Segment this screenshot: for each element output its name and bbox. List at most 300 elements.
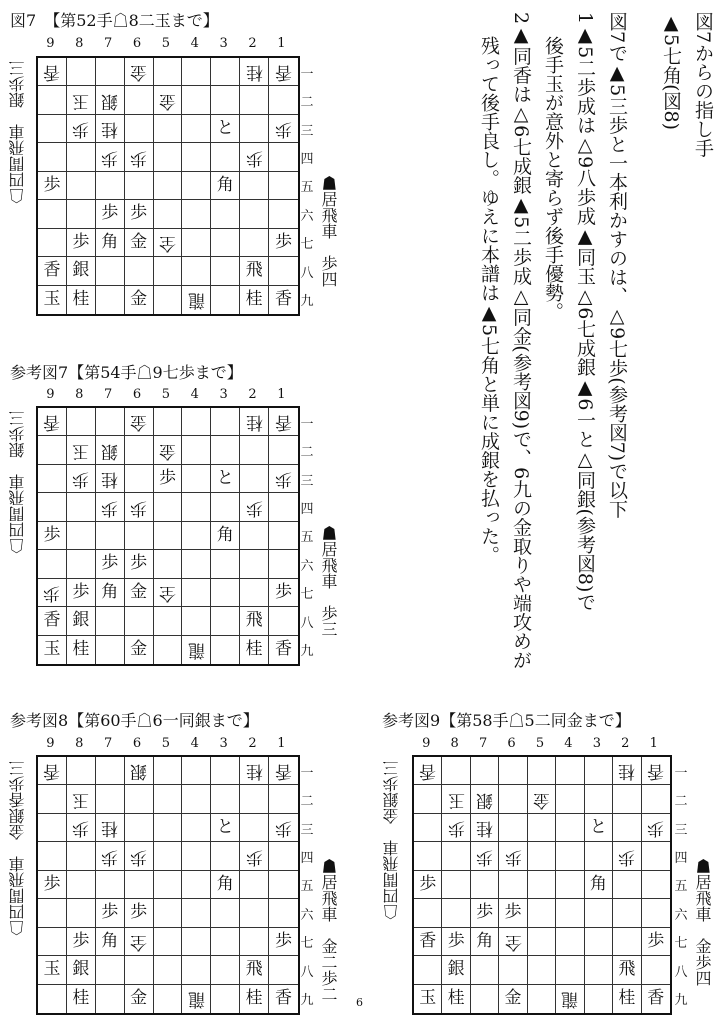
board-square <box>125 842 154 870</box>
board-square <box>269 550 298 578</box>
row-label: 二 <box>300 794 314 810</box>
board-square <box>67 115 96 143</box>
board-square <box>182 522 211 550</box>
board-square <box>240 115 269 143</box>
board-square <box>38 115 67 143</box>
column-label: 7 <box>478 736 488 751</box>
board-square <box>642 757 670 785</box>
board-square <box>240 757 269 785</box>
board-square <box>154 408 183 436</box>
board-square <box>125 257 154 285</box>
board-square <box>154 842 183 870</box>
board-square <box>499 928 527 956</box>
sente-piece: 桂 <box>72 988 90 1009</box>
board-square <box>269 229 298 257</box>
board-square <box>414 842 442 870</box>
board-square <box>67 899 96 927</box>
board-square <box>211 286 240 314</box>
row-label: 七 <box>674 936 688 952</box>
board-square <box>38 607 67 635</box>
board-square <box>442 956 470 984</box>
board-square <box>613 956 641 984</box>
board-square <box>38 956 67 984</box>
sente-piece: 歩 <box>72 231 90 252</box>
board-square <box>642 985 670 1013</box>
gote-piece: 歩 <box>43 582 61 603</box>
board-square <box>67 785 96 813</box>
gote-piece: 歩 <box>245 846 263 867</box>
row-label: 九 <box>300 294 314 310</box>
gote-hand: ☖四間飛車 金銀香歩三 <box>8 760 27 936</box>
column-label: 9 <box>46 736 55 751</box>
column-label: 5 <box>161 387 171 402</box>
text-line: 2▲同香は△6七成銀▲5二歩成△同金(参考図9)で、6九の金取りや端攻めが <box>510 12 532 670</box>
board-square <box>38 86 67 114</box>
board-square <box>240 465 269 493</box>
gote-piece: 歩 <box>275 818 293 839</box>
board-square <box>38 928 67 956</box>
board-square <box>182 172 211 200</box>
board-square <box>442 985 470 1013</box>
board-square <box>182 607 211 635</box>
sente-piece: 角 <box>216 174 234 195</box>
board-square <box>154 928 183 956</box>
column-label: 8 <box>75 736 84 751</box>
row-label: 二 <box>674 794 688 810</box>
board-square <box>211 814 240 842</box>
sente-hand: ☗居飛車 歩四 <box>319 175 338 287</box>
sente-piece: 香 <box>275 639 293 660</box>
sente-piece: 玉 <box>43 289 61 310</box>
board-square <box>67 956 96 984</box>
board-square <box>182 86 211 114</box>
sente-piece: 歩 <box>72 930 90 951</box>
board-square <box>125 550 154 578</box>
board-square <box>125 956 154 984</box>
board-square <box>182 899 211 927</box>
board-square <box>269 408 298 436</box>
board-square <box>154 143 183 171</box>
board-square <box>96 928 125 956</box>
board-square <box>38 286 67 314</box>
board-square <box>125 465 154 493</box>
column-label: 8 <box>75 36 84 51</box>
row-label: 一 <box>300 416 314 432</box>
gote-hand: ☖四間飛車 金銀歩三 <box>382 760 401 920</box>
gote-piece: 桂 <box>476 818 494 839</box>
board-square <box>269 985 298 1013</box>
gote-piece: 歩 <box>130 846 148 867</box>
board-square <box>211 757 240 785</box>
row-label: 八 <box>300 265 314 281</box>
board-square <box>67 607 96 635</box>
board-square <box>96 814 125 842</box>
board-square <box>556 871 584 899</box>
board-square <box>211 607 240 635</box>
board-square <box>154 956 183 984</box>
gote-piece: 全 <box>158 232 176 253</box>
board-square <box>96 899 125 927</box>
text-line: 図7からの指し手 <box>692 12 714 158</box>
column-labels <box>36 36 296 51</box>
board-square <box>125 408 154 436</box>
text-line: 残って後手良し。ゆえに本譜は▲5七角と単に成銀を払った。 <box>478 36 500 565</box>
gote-piece: 香 <box>419 761 437 782</box>
sente-piece: 角 <box>216 873 234 894</box>
board-square <box>67 493 96 521</box>
board-square <box>269 86 298 114</box>
board-square <box>125 172 154 200</box>
sente-piece: 歩 <box>275 930 293 951</box>
board-square <box>528 814 556 842</box>
row-label: 五 <box>300 879 314 895</box>
board-square <box>613 871 641 899</box>
gote-piece: 香 <box>647 761 665 782</box>
sente-piece: と <box>216 118 234 139</box>
board-square <box>38 522 67 550</box>
column-label: 8 <box>75 387 84 402</box>
board-square <box>442 814 470 842</box>
gote-piece: 歩 <box>101 497 119 518</box>
board-square <box>38 636 67 664</box>
gote-piece: 玉 <box>72 440 90 461</box>
board-square <box>269 928 298 956</box>
text-line: 図7で▲5三歩と一本利かすのは、△9七歩(参考図7)で以下 <box>606 12 628 519</box>
board-square <box>528 871 556 899</box>
board-square <box>96 785 125 813</box>
board-square <box>499 956 527 984</box>
board-square <box>96 522 125 550</box>
board-square <box>182 436 211 464</box>
board-square <box>96 200 125 228</box>
column-label: 4 <box>190 36 199 51</box>
shogi-board <box>36 755 300 1015</box>
board-square <box>182 579 211 607</box>
row-label: 一 <box>300 66 314 82</box>
column-label: 3 <box>219 387 228 402</box>
row-label: 六 <box>674 907 688 923</box>
row-labels <box>298 408 316 664</box>
column-label: 3 <box>219 736 228 751</box>
sente-piece: 桂 <box>72 639 90 660</box>
sente-piece: 歩 <box>476 902 494 923</box>
row-label: 五 <box>674 879 688 895</box>
board-square <box>269 842 298 870</box>
sente-piece: 銀 <box>72 260 90 281</box>
board-square <box>240 956 269 984</box>
sente-piece: と <box>216 817 234 838</box>
board-square <box>471 814 499 842</box>
row-label: 七 <box>300 936 314 952</box>
gote-piece: 歩 <box>72 469 90 490</box>
figure-caption: 参考図9【第58手☖5二同金まで】 <box>382 711 631 730</box>
board-square <box>38 172 67 200</box>
column-label: 9 <box>422 736 431 751</box>
board-square <box>38 871 67 899</box>
sente-piece: 歩 <box>101 203 119 224</box>
board-square <box>96 579 125 607</box>
board-square <box>67 286 96 314</box>
board-square <box>67 172 96 200</box>
board-square <box>499 814 527 842</box>
sente-piece: 角 <box>101 581 119 602</box>
board-square <box>240 257 269 285</box>
board-square <box>96 493 125 521</box>
sente-piece: と <box>589 817 607 838</box>
board-square <box>240 785 269 813</box>
board-square <box>38 985 67 1013</box>
board-square <box>154 86 183 114</box>
board-square <box>499 785 527 813</box>
shogi-board <box>412 755 672 1015</box>
board-square <box>182 257 211 285</box>
board-square <box>414 757 442 785</box>
gote-piece: 金 <box>158 440 176 461</box>
board-square <box>125 928 154 956</box>
sente-piece: 銀 <box>72 959 90 980</box>
board-square <box>67 229 96 257</box>
board-square <box>414 871 442 899</box>
board-square <box>613 757 641 785</box>
row-labels <box>672 757 690 1013</box>
column-label: 1 <box>649 736 658 751</box>
board-square <box>96 58 125 86</box>
sente-piece: 歩 <box>158 468 176 489</box>
board-square <box>96 86 125 114</box>
figure-caption: 図7 【第52手☖8二玉まで】 <box>10 11 219 30</box>
gote-piece: 龍 <box>561 989 579 1010</box>
row-label: 六 <box>300 907 314 923</box>
board-square <box>240 286 269 314</box>
board-square <box>414 785 442 813</box>
board-square <box>96 985 125 1013</box>
board-square <box>38 579 67 607</box>
board-square <box>125 985 154 1013</box>
gote-piece: 金 <box>532 789 550 810</box>
board-square <box>154 257 183 285</box>
gote-piece: 歩 <box>72 818 90 839</box>
gote-piece: 歩 <box>447 818 465 839</box>
board-square <box>125 436 154 464</box>
board-square <box>96 257 125 285</box>
gote-piece: 金 <box>130 62 148 83</box>
board-square <box>38 436 67 464</box>
board-square <box>585 956 613 984</box>
board-square <box>96 408 125 436</box>
board-square <box>125 58 154 86</box>
sente-piece: 角 <box>101 930 119 951</box>
board-square <box>240 86 269 114</box>
board-square <box>240 871 269 899</box>
text-line: ▲5七角(図8) <box>660 12 682 131</box>
gote-hand: ☖四間飛車 銀歩三 <box>8 410 27 554</box>
row-label: 二 <box>300 445 314 461</box>
gote-piece: 歩 <box>245 497 263 518</box>
board-square <box>96 143 125 171</box>
board-square <box>154 871 183 899</box>
gote-piece: 香 <box>43 62 61 83</box>
gote-piece: 歩 <box>476 846 494 867</box>
board-square <box>613 928 641 956</box>
sente-piece: 金 <box>130 988 148 1009</box>
board-square <box>613 814 641 842</box>
board-square <box>556 899 584 927</box>
board-square <box>471 871 499 899</box>
board-square <box>67 522 96 550</box>
sente-piece: 玉 <box>43 959 61 980</box>
board-square <box>642 928 670 956</box>
board-square <box>269 579 298 607</box>
row-label: 二 <box>300 95 314 111</box>
column-label: 6 <box>507 736 516 751</box>
board-square <box>211 579 240 607</box>
column-labels <box>412 736 668 751</box>
board-square <box>240 842 269 870</box>
column-labels <box>36 387 296 402</box>
row-label: 三 <box>300 123 314 139</box>
board-square <box>182 229 211 257</box>
row-label: 八 <box>300 615 314 631</box>
board-square <box>211 465 240 493</box>
board-square <box>269 871 298 899</box>
board-square <box>67 408 96 436</box>
board-square <box>67 842 96 870</box>
board-square <box>67 871 96 899</box>
column-label: 2 <box>621 736 630 751</box>
board-square <box>585 871 613 899</box>
sente-hand: ☗居飛車 歩三 <box>319 525 338 637</box>
sente-piece: 桂 <box>447 988 465 1009</box>
board-square <box>154 115 183 143</box>
board-square <box>414 985 442 1013</box>
board-square <box>211 143 240 171</box>
sente-piece: 歩 <box>43 524 61 545</box>
gote-piece: 玉 <box>72 90 90 111</box>
board-square <box>556 814 584 842</box>
sente-piece: 歩 <box>101 902 119 923</box>
board-square <box>471 928 499 956</box>
sente-piece: と <box>216 468 234 489</box>
column-label: 3 <box>592 736 601 751</box>
row-label: 九 <box>300 993 314 1009</box>
board-square <box>96 115 125 143</box>
board-square <box>471 985 499 1013</box>
gote-piece: 玉 <box>447 789 465 810</box>
board-square <box>96 550 125 578</box>
board-square <box>499 871 527 899</box>
column-label: 7 <box>104 36 113 51</box>
column-label: 4 <box>564 736 573 751</box>
sente-piece: 香 <box>647 988 665 1009</box>
board-square <box>585 785 613 813</box>
board-square <box>38 785 67 813</box>
board-square <box>211 493 240 521</box>
board-square <box>125 286 154 314</box>
board-square <box>125 757 154 785</box>
gote-piece: 全 <box>130 931 148 952</box>
board-square <box>67 814 96 842</box>
gote-piece: 玉 <box>72 789 90 810</box>
board-square <box>269 172 298 200</box>
sente-piece: 桂 <box>72 289 90 310</box>
board-square <box>211 172 240 200</box>
sente-piece: 歩 <box>130 553 148 574</box>
board-square <box>585 985 613 1013</box>
row-label: 五 <box>300 180 314 196</box>
board-square <box>240 579 269 607</box>
gote-piece: 龍 <box>187 290 205 311</box>
board-square <box>125 86 154 114</box>
board-square <box>38 899 67 927</box>
column-label: 3 <box>219 36 228 51</box>
board-square <box>556 985 584 1013</box>
board-square <box>67 928 96 956</box>
column-label: 9 <box>46 36 55 51</box>
board-square <box>96 871 125 899</box>
row-label: 一 <box>300 765 314 781</box>
board-square <box>499 842 527 870</box>
board-square <box>499 757 527 785</box>
board-square <box>125 200 154 228</box>
board-square <box>269 493 298 521</box>
sente-piece: 金 <box>130 581 148 602</box>
board-square <box>211 842 240 870</box>
column-label: 7 <box>104 736 113 751</box>
board-square <box>67 579 96 607</box>
sente-piece: 歩 <box>130 902 148 923</box>
board-square <box>499 899 527 927</box>
sente-piece: 歩 <box>43 873 61 894</box>
board-square <box>154 58 183 86</box>
row-label: 三 <box>300 473 314 489</box>
board-square <box>556 757 584 785</box>
board-square <box>269 607 298 635</box>
gote-piece: 歩 <box>647 818 665 839</box>
board-square <box>154 493 183 521</box>
gote-piece: 歩 <box>130 147 148 168</box>
column-label: 6 <box>132 736 142 751</box>
board-square <box>154 465 183 493</box>
board-square <box>240 229 269 257</box>
board-square <box>613 785 641 813</box>
board-square <box>414 928 442 956</box>
board-square <box>269 785 298 813</box>
board-square <box>67 143 96 171</box>
board-square <box>154 286 183 314</box>
board-square <box>125 579 154 607</box>
board-square <box>269 956 298 984</box>
board-square <box>182 286 211 314</box>
row-label: 三 <box>300 822 314 838</box>
gote-piece: 桂 <box>245 62 263 83</box>
board-square <box>528 899 556 927</box>
board-square <box>240 550 269 578</box>
board-square <box>585 842 613 870</box>
board-square <box>154 757 183 785</box>
board-square <box>125 785 154 813</box>
board-square <box>642 842 670 870</box>
board-square <box>96 842 125 870</box>
board-square <box>211 985 240 1013</box>
board-square <box>442 928 470 956</box>
board-square <box>211 58 240 86</box>
board-square <box>211 899 240 927</box>
sente-piece: 桂 <box>245 289 263 310</box>
gote-piece: 銀 <box>476 789 494 810</box>
board-square <box>240 436 269 464</box>
board-square <box>38 465 67 493</box>
board-square <box>38 229 67 257</box>
